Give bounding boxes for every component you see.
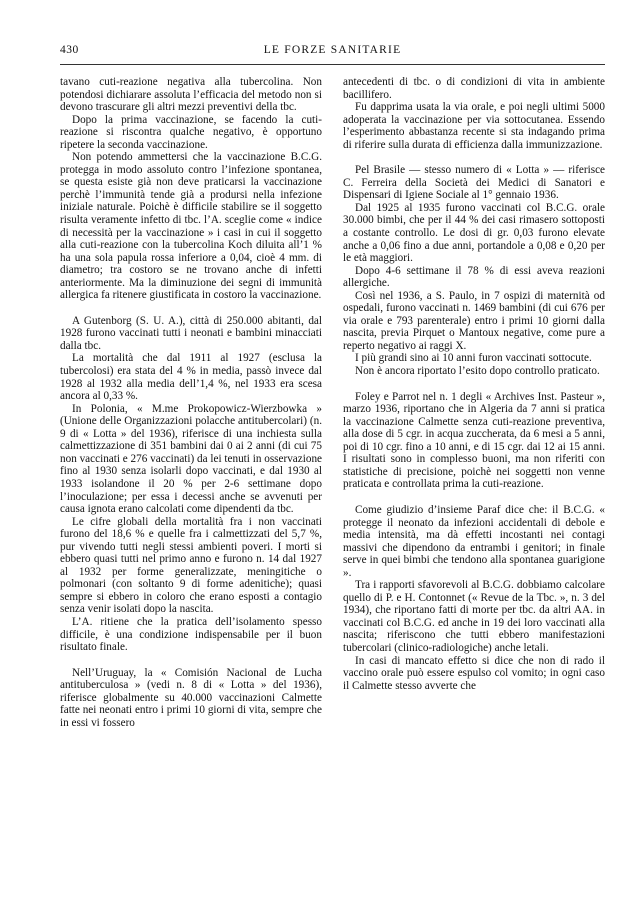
paragraph: L’A. ritiene che la pratica dell’isolamento spesso difficile, è una condizione indispensabile per il buon risultato finale.	[60, 615, 322, 654]
paragraph: Nell’Uruguay, la « Comisión Nacional de Lucha antituberculosa » (vedi n. 8 di « Lotta » del 1936), riferisce globalmente su 40.000 vaccinazioni Calmette fatte nei neonati entro i primi 10 giorni di vita, sempre che in essi vi fossero	[60, 666, 322, 729]
paragraph: Dopo la prima vaccinazione, se facendo la cuti-reazione si riscontra qualche negativo, è opportuno ripetere la seconda vaccinazione.	[60, 113, 322, 151]
paragraph: In casi di mancato effetto si dice che non di rado il vaccino orale può essere espulso col vomito; in ogni caso il Calmette stesso avverte che	[343, 654, 605, 692]
paragraph: Come giudizio d’insieme Paraf dice che: il B.C.G. « protegge il neonato da infezioni accidentali di debole e media intensità, ma dà effetti incostanti nei contagi massivi che dipendono da entrambi i genitori; in finale serve in quei bimbi che tendono alla spontanea guarigione ».	[343, 503, 605, 579]
paragraph: Dopo 4-6 settimane il 78 % di essi aveva reazioni allergiche.	[343, 264, 605, 290]
paragraph: Così nel 1936, a S. Paulo, in 7 ospizi di maternità od ospedali, furono vaccinati n. 1469 bambini (di cui 676 per via orale e 793 parenterale) entro i primi 10 giorni dalla nascita, previa Pirquet o Mantoux negative, come pure a reperto negativo ai raggi X.	[343, 289, 605, 352]
paragraph: In Polonia, « M.me Prokopowicz-Wierzbowka » (Unione delle Organizzazioni polacche antitubercolari) (n. 9 di « Lotta » del 1936), riferisce di una inchiesta sulla calmettizzazione di 351 bambini dai 0 ai 2 anni (di cui 75 non vaccinati e 276 vaccinati) da lei tenuti in osservazione fino al 1930 senza isolarli dopo vaccinati, e dal 1930 al 1933 isolandone il 20 % per 2-6 settimane dopo l’inoculazione; per essa i decessi anche se avvenuti per causa ignota erano calcolati come dipendenti da tbc.	[60, 402, 322, 516]
paragraph: Non potendo ammettersi che la vaccinazione B.C.G. protegga in modo assoluto contro l’infezione spontanea, se questa esiste già non deve praticarsi la vaccinazione perchè l’immunità tende già a prodursi nella infezione iniziale naturale. Poichè è difficile stabilire se il soggetto risulta veramente infetto di tbc. l’A. sceglie come « indice di necessità per la vaccinazione » i casi in cui il soggetto alla cuti-reazione con la tubercolina Koch diluita all’1 % ha una sola papula rossa inferiore a 0,04, cioè 4 mm. di diametro; tra costoro se ne trovano anche di infetti anteriormente. Ma la diminuzione dei segni di immunità allergica fa ritenere giustificata in costoro la vaccinazione.	[60, 151, 322, 302]
left-column	[60, 76, 322, 729]
paragraph: Tra i rapporti sfavorevoli al B.C.G. dobbiamo calcolare quello di P. e H. Contonnet (« Revue de la Tbc. », n. 3 del 1934), che riportano fatti di morte per tbc. da altri AA. in vaccinati col B.C.G. ed anche in 19 dei loro vaccinati alla nascita; riferiscono che tutti ebbero manifestazioni tubercolari (clinico-radiologiche) anche letali.	[343, 579, 605, 654]
paragraph: I più grandi sino ai 10 anni furon vaccinati sottocute.	[355, 352, 592, 365]
paragraph: Le cifre globali della mortalità fra i non vaccinati furono del 18,6 % e quelle fra i calmettizzati del 5,7 %, pur vivendo tutti negli stessi ambienti poveri. I morti si ebbero quasi tutti nel primo anno e furono n. 14 dal 1927 al 1932 per forme generalizzate, meningitiche o polmonari (con soltanto 9 di forme adenitiche); quasi sempre si ebbero in coloro che erano esposti a contagio senza venir isolati dopo la nascita.	[60, 515, 322, 616]
paragraph: tavano cuti-reazione negativa alla tubercolina. Non potendosi dichiarare assoluta l’efficacia del metodo non si devono trascurare gli altri mezzi preventivi della tbc.	[60, 76, 322, 114]
journal-title: LE FORZE SANITARIE	[263, 44, 402, 56]
header-rule	[60, 64, 605, 65]
paragraph: antecedenti di tbc. o di condizioni di vita in ambiente bacillifero.	[343, 76, 605, 101]
paragraph: Dal 1925 al 1935 furono vaccinati col B.C.G. orale 30.000 bimbi, che per il 44 % dei casi rimasero sottoposti a costante controllo. Le dosi di gr. 0,03 furono elevate anche a 0,06 fino a due anni, portandole a 0,08 e 0,20 per le età maggiori.	[343, 201, 605, 265]
paragraph: Non è ancora riportato l’esito dopo controllo praticato.	[355, 365, 600, 378]
paragraph: La mortalità che dal 1911 al 1927 (esclusa la tubercolosi) era stata del 4 % in media, passò invece dal 1928 al 1932 alla media dell’1,4 %, nel 1933 era scesa ancora al 0,33 %.	[60, 352, 322, 403]
paragraph: Foley e Parrot nel n. 1 degli « Archives Inst. Pasteur », marzo 1936, riportano che in Algeria da 7 anni si pratica la vaccinazione Calmette senza cuti-reazione preventiva, alla dose di 5 cgr. in acqua zuccherata, da 6 mesi a 5 anni, poi di 10 cgr. fino a 10 anni, e di 15 cgr. dai 12 ai 15 anni. I risultati sono in complesso buoni, ma non riferiti con statistiche di precisione, poichè nei soggetti non venne praticata e controllata prima la cuti-reazione.	[343, 390, 605, 491]
paragraph: A Gutenborg (S. U. A.), città di 250.000 abitanti, dal 1928 furono vaccinati tutti i neonati e bambini minacciati dalla tbc.	[60, 314, 322, 352]
page-number: 430	[60, 44, 79, 56]
right-column	[343, 76, 605, 692]
paragraph: Pel Brasile — stesso numero di « Lotta » — riferisce C. Ferreira della Società dei Medici di Sanatori e Dispensari di Igiene Sociale al 1° gennaio 1936.	[343, 164, 605, 202]
paragraph: Fu dapprima usata la via orale, e poi negli ultimi 5000 adoperata la vaccinazione per via sottocutanea. Essendo l’esperimento abbastanza recente si sta indagando prima di riferire sulla durata di efficienza dalla immunizzazione.	[343, 101, 605, 151]
